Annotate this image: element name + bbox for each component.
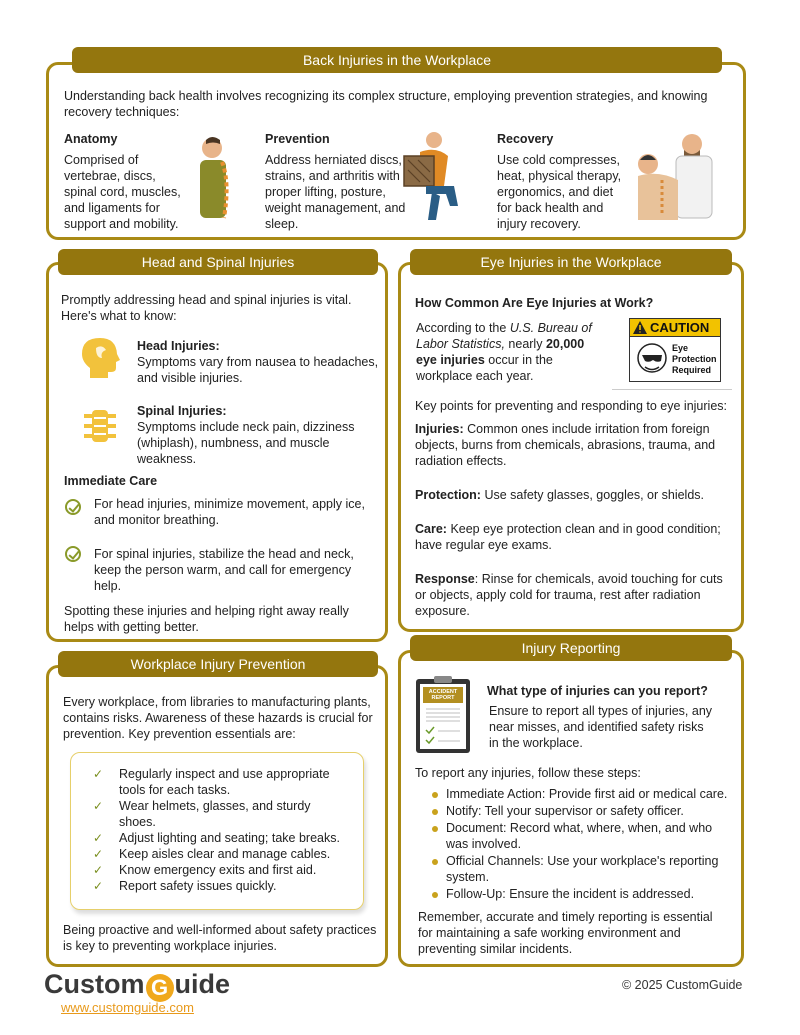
eye-point-text: Common ones include irritation from foreign objects, burns from chemicals, abrasions, trauma, and radiation effects. bbox=[415, 422, 716, 468]
prevention-intro: Every workplace, from libraries to manufacturing plants, contains risks. Awareness of these hazards is crucial for prevention. Key prevention essentials are: bbox=[63, 695, 373, 741]
website-link[interactable]: www.customguide.com bbox=[61, 1000, 194, 1015]
eye-point-care bbox=[415, 521, 733, 553]
reporting-steps bbox=[430, 786, 736, 903]
recovery-heading: Recovery bbox=[497, 132, 554, 146]
caution-title: CAUTION bbox=[650, 320, 710, 335]
goggles-person-icon bbox=[635, 341, 669, 377]
prevention-list-item: ✓ Adjust lighting and seating; take breaks. bbox=[93, 830, 343, 846]
head-injury-icon bbox=[80, 336, 120, 378]
eye-stat-source: U.S. Bureau of Labor Statistics, bbox=[416, 321, 592, 351]
eye-injuries-title: Eye Injuries in the Workplace bbox=[410, 249, 732, 275]
eye-point-label: Protection: bbox=[415, 488, 481, 502]
spine-icon bbox=[80, 406, 120, 446]
caution-header bbox=[630, 319, 720, 337]
warning-icon bbox=[633, 321, 647, 334]
check-circle-icon bbox=[65, 499, 81, 515]
reporting-title: Injury Reporting bbox=[410, 635, 732, 661]
reporting-step: Document: Record what, where, when, and who was involved. bbox=[446, 820, 736, 852]
lifting-person-icon bbox=[398, 130, 474, 226]
head-injuries-text: Symptoms vary from nausea to headaches, and visible injuries. bbox=[137, 355, 379, 385]
reporting-steps-intro: To report any injuries, follow these steps: bbox=[415, 766, 641, 780]
logo-text: uide bbox=[174, 969, 231, 999]
prevention-text: Address herniated discs, strains, and arthritis with proper lifting, posture, weight management, and sleep. bbox=[265, 153, 406, 231]
immediate-care-heading: Immediate Care bbox=[64, 474, 158, 488]
prevention-list bbox=[93, 766, 343, 894]
eye-stat-mid: nearly bbox=[504, 337, 546, 351]
report-sheet bbox=[420, 684, 466, 749]
spinal-injuries-text: Symptoms include neck pain, dizziness (whiplash), numbness, and muscle weakness. bbox=[137, 420, 355, 466]
reporting-step: Notify: Tell your supervisor or safety officer. bbox=[446, 803, 736, 819]
reporting-step: Official Channels: Use your workplace's reporting system. bbox=[446, 853, 736, 885]
report-badge bbox=[423, 687, 463, 703]
report-lines bbox=[420, 703, 466, 749]
head-intro: Promptly addressing head and spinal injuries is vital. Here's what to know: bbox=[61, 293, 352, 323]
eye-point-label: Care: bbox=[415, 522, 447, 536]
logo-g: G bbox=[146, 974, 174, 1002]
eye-stat-post: occur in the workplace each year. bbox=[416, 353, 553, 383]
prevention-list-item: ✓ Wear helmets, glasses, and sturdy shoes. bbox=[93, 798, 343, 830]
prevention-list-item: ✓ Regularly inspect and use appropriate tools for each tasks. bbox=[93, 766, 343, 798]
prevention-list-item: ✓ Know emergency exits and first aid. bbox=[93, 862, 343, 878]
recovery-text: Use cold compresses, heat, physical therapy, ergonomics, and diet for back health and injury recovery. bbox=[497, 153, 622, 231]
prevention-closing: Being proactive and well-informed about safety practices is key to preventing workplace injuries. bbox=[63, 923, 377, 953]
doctor-patient-icon bbox=[632, 130, 722, 224]
back-intro: Understanding back health involves recognizing its complex structure, employing prevention strategies, and knowing recovery techniques: bbox=[64, 89, 708, 119]
spinal-injuries-heading: Spinal Injuries: bbox=[137, 404, 227, 418]
caution-sign bbox=[629, 318, 721, 382]
head-closing: Spotting these injuries and helping right away really helps with getting better. bbox=[64, 604, 349, 634]
eye-point-injuries bbox=[415, 421, 733, 469]
customguide-logo bbox=[44, 968, 230, 1002]
eye-point-label: Response bbox=[415, 572, 475, 586]
eye-point-text: : Rinse for chemicals, avoid touching for cuts or objects, apply cold for trauma, rest after radiation exposure. bbox=[415, 572, 723, 618]
report-badge-line: REPORT bbox=[431, 695, 455, 701]
caution-line: Eye bbox=[672, 343, 689, 353]
reporting-closing: Remember, accurate and timely reporting is essential for maintaining a safe working environment and preventing similar incidents. bbox=[418, 910, 713, 956]
check-circle-icon bbox=[65, 546, 81, 562]
anatomy-heading: Anatomy bbox=[64, 132, 118, 146]
eye-point-text: Use safety glasses, goggles, or shields. bbox=[480, 488, 705, 502]
care-item-head: For head injuries, minimize movement, apply ice, and monitor breathing. bbox=[94, 497, 365, 527]
report-badge-line: ACCIDENT bbox=[428, 689, 458, 695]
head-injuries-heading: Head Injuries: bbox=[137, 339, 220, 353]
eye-point-label: Injuries: bbox=[415, 422, 464, 436]
head-spinal-title: Head and Spinal Injuries bbox=[58, 249, 378, 275]
accident-report-icon bbox=[416, 679, 470, 753]
copyright: © 2025 CustomGuide bbox=[622, 978, 743, 992]
prevention-title: Workplace Injury Prevention bbox=[58, 651, 378, 677]
reporting-answer: Ensure to report all types of injuries, any near misses, and identified safety risks in the workplace. bbox=[489, 704, 713, 750]
eye-point-response bbox=[415, 571, 733, 619]
eye-question: How Common Are Eye Injuries at Work? bbox=[415, 296, 654, 310]
eye-divider bbox=[612, 389, 732, 390]
care-item-spinal: For spinal injuries, stabilize the head and neck, keep the person warm, and call for emergency help. bbox=[94, 547, 354, 593]
reporting-question: What type of injuries can you report? bbox=[487, 684, 708, 698]
prevention-heading: Prevention bbox=[265, 132, 330, 146]
spine-person-icon bbox=[186, 134, 246, 224]
logo-text: Custom bbox=[44, 969, 145, 999]
eye-keypoints: Key points for preventing and responding to eye injuries: bbox=[415, 399, 727, 413]
report-clip bbox=[434, 676, 452, 683]
caution-line: Required bbox=[672, 365, 712, 375]
reporting-step: Immediate Action: Provide first aid or medical care. bbox=[446, 786, 736, 802]
anatomy-text: Comprised of vertebrae, discs, spinal cord, muscles, and ligaments for support and mobility. bbox=[64, 153, 181, 231]
eye-point-text: Keep eye protection clean and in good condition; have regular eye exams. bbox=[415, 522, 721, 552]
caution-line: Protection bbox=[672, 354, 717, 364]
eye-stat-pre: According to the bbox=[416, 321, 510, 335]
eye-stat-number: 20,000 eye injuries bbox=[416, 337, 585, 367]
prevention-list-item: ✓ Report safety issues quickly. bbox=[93, 878, 343, 894]
back-injuries-title: Back Injuries in the Workplace bbox=[72, 47, 722, 73]
prevention-list-item: ✓ Keep aisles clear and manage cables. bbox=[93, 846, 343, 862]
reporting-step: Follow-Up: Ensure the incident is addressed. bbox=[446, 886, 736, 902]
caution-text bbox=[672, 343, 717, 376]
eye-point-protection bbox=[415, 487, 733, 503]
eye-stat bbox=[416, 320, 606, 384]
